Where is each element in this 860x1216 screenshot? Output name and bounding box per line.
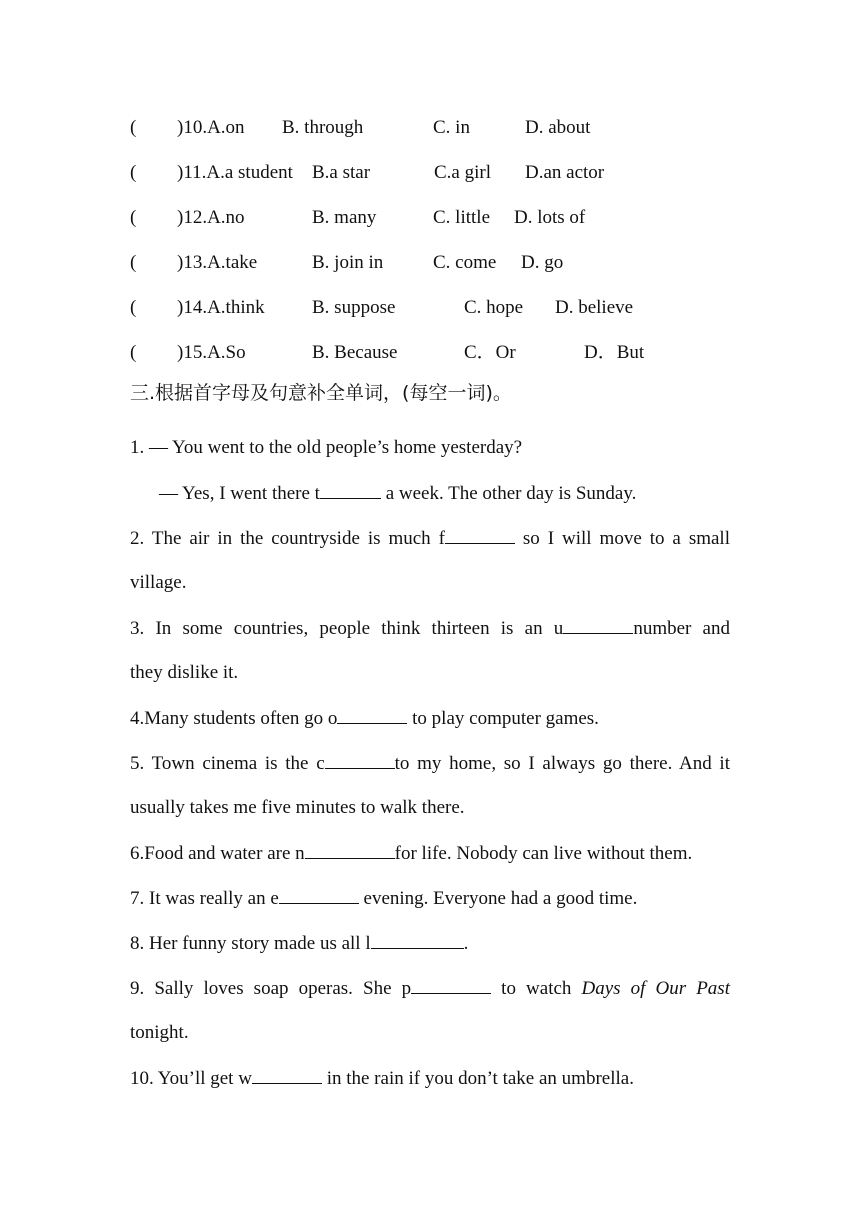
option-c: C.a girl [434, 162, 491, 183]
question-9-continuation: tonight. [130, 1022, 189, 1043]
question-5-continuation: usually takes me five minutes to walk there. [130, 797, 465, 818]
answer-blank[interactable] [371, 931, 464, 949]
question-1-line-2 [159, 481, 730, 506]
answer-paren: ( [130, 252, 137, 273]
option-c: C. come [433, 252, 497, 273]
question-5-line-1 [130, 751, 730, 776]
question-2-line-1 [130, 526, 730, 551]
question-6-line [130, 841, 730, 866]
answer-blank[interactable] [325, 751, 395, 769]
answer-blank[interactable] [337, 706, 407, 724]
question-8-start: 8. Her funny story made us all l [130, 933, 371, 954]
question-3-line-1 [130, 616, 730, 641]
answer-paren: ( [130, 117, 137, 138]
question-5-end: to my home, so I always go there. And it [394, 753, 730, 774]
question-10-line [130, 1066, 730, 1091]
show-title: Days of Our Past [581, 978, 730, 999]
question-2-line-2 [130, 571, 730, 595]
question-9-line-1 [130, 976, 730, 1001]
question-6-start: 6.Food and water are n [130, 843, 305, 864]
question-2-start: 2. The air in the countryside is much f [130, 528, 445, 549]
question-2-end: so I will move to a small [514, 528, 730, 549]
answer-blank[interactable] [252, 1066, 322, 1084]
question-10-start: 10. You’ll get w [130, 1068, 252, 1089]
option-d: D. lots of [514, 207, 586, 228]
answer-blank[interactable] [445, 526, 515, 544]
question-10-end: in the rain if you don’t take an umbrella. [321, 1068, 634, 1089]
answer-paren: ( [130, 297, 137, 318]
option-d: D.an actor [525, 162, 605, 183]
option-d: D. about [525, 117, 591, 138]
question-4-end: to play computer games. [407, 708, 599, 729]
answer-paren: ( [130, 342, 137, 363]
answer-blank[interactable] [563, 616, 633, 634]
question-4-line [130, 706, 730, 731]
option-c: C. hope [464, 297, 524, 318]
answer-paren: ( [130, 162, 137, 183]
question-5-start: 5. Town cinema is the c [130, 753, 325, 774]
question-1-line-1 [130, 436, 730, 460]
option-b: B.a star [312, 162, 371, 183]
answer-blank[interactable] [411, 976, 491, 994]
question-5-line-2 [130, 796, 730, 820]
question-9-start: 9. Sally loves soap operas. She p [130, 978, 412, 999]
option-b: B. Because [312, 342, 398, 363]
option-c: C．Or [464, 342, 516, 363]
question-3-start: 3. In some countries, people think thirteen is an u [130, 618, 564, 639]
question-1-reply-end: a week. The other day is Sunday. [380, 483, 637, 504]
answer-blank[interactable] [320, 481, 381, 499]
question-3-line-2 [130, 661, 730, 685]
option-d: D. believe [555, 297, 634, 318]
question-7-end: evening. Everyone had a good time. [358, 888, 638, 909]
option-a: )11.A.a student [177, 162, 293, 183]
question-7-line [130, 886, 730, 911]
answer-blank[interactable] [305, 841, 395, 859]
option-a: )10.A.on [177, 117, 245, 138]
question-3-continuation: they dislike it. [130, 662, 239, 683]
option-c: C. in [433, 117, 470, 138]
section-3-heading: 三.根据首字母及句意补全单词，(每空一词)。 [130, 382, 512, 404]
question-1-reply-start: — Yes, I went there t [159, 483, 320, 504]
question-6-end: for life. Nobody can live without them. [394, 843, 693, 864]
question-7-start: 7. It was really an e [130, 888, 279, 909]
answer-blank[interactable] [279, 886, 359, 904]
option-d: D. go [521, 252, 564, 273]
option-a: )12.A.no [177, 207, 245, 228]
option-c: C. little [433, 207, 490, 228]
question-3-end: number and [633, 618, 730, 639]
option-a: )15.A.So [177, 342, 246, 363]
option-a: )14.A.think [177, 297, 265, 318]
question-9-line-2 [130, 1021, 730, 1045]
question-4-start: 4.Many students often go o [130, 708, 338, 729]
question-2-continuation: village. [130, 572, 187, 593]
option-d: D．But [584, 342, 645, 363]
answer-paren: ( [130, 207, 137, 228]
option-b: B. many [312, 207, 377, 228]
option-b: B. join in [312, 252, 384, 273]
question-9-mid: to watch [491, 978, 582, 999]
option-b: B. suppose [312, 297, 396, 318]
option-b: B. through [282, 117, 364, 138]
question-8-end: . [463, 933, 469, 954]
question-1-text: 1. — You went to the old people’s home yesterday? [130, 437, 523, 458]
question-8-line [130, 931, 730, 956]
option-a: )13.A.take [177, 252, 258, 273]
